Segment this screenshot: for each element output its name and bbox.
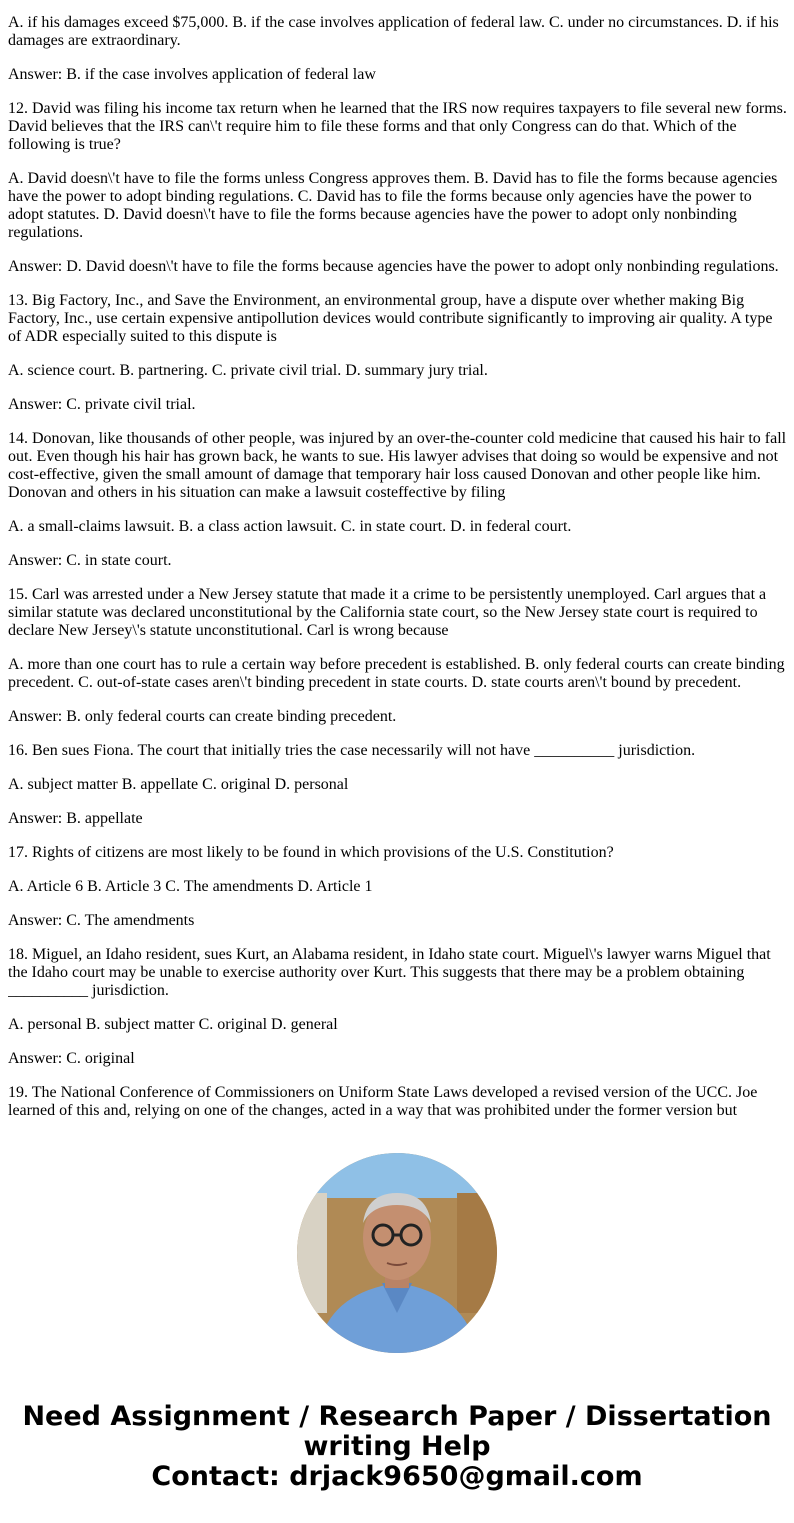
- question-paragraph: A. personal B. subject matter C. original D. general: [8, 1016, 338, 1033]
- answer-paragraph: Answer: B. only federal courts can create binding precedent.: [8, 708, 397, 725]
- author-avatar: [297, 1153, 497, 1353]
- question-paragraph: A. subject matter B. appellate C. original D. personal: [8, 776, 349, 793]
- question-paragraph: 19. The National Conference of Commissioners on Uniform State Laws developed a revised version of the UCC. Joe learned of this and, relying on one of the changes, acted in a way that was prohibited under the former version but: [8, 1084, 758, 1119]
- answer-paragraph: Answer: C. private civil trial.: [8, 396, 196, 413]
- question-paragraph: 14. Donovan, like thousands of other people, was injured by an over-the-counter cold medicine that caused his hair to fall out. Even though his hair has grown back, he wants to sue. His lawyer advises that doing so would be expensive and not cost-effective, given the small amount of damage that temporary hair loss caused Donovan and other people like him. Donovan and others in his situation can make a lawsuit costeffective by filing: [8, 430, 787, 501]
- question-paragraph: 18. Miguel, an Idaho resident, sues Kurt, an Alabama resident, in Idaho state court. Miguel\'s lawyer warns Miguel that the Idaho court may be unable to exercise authority over Kurt. This suggests that there may be a problem obtaining __________ jurisdiction.: [8, 946, 771, 999]
- question-paragraph: A. a small-claims lawsuit. B. a class action lawsuit. C. in state court. D. in federal court.: [8, 518, 572, 535]
- question-paragraph: A. if his damages exceed $75,000. B. if the case involves application of federal law. C. under no circumstances. D. if his damages are extraordinary.: [8, 14, 779, 49]
- answer-paragraph: Answer: C. The amendments: [8, 912, 195, 929]
- answer-paragraph: Answer: C. in state court.: [8, 552, 172, 569]
- answer-paragraph: Answer: B. if the case involves application of federal law: [8, 66, 376, 83]
- answer-paragraph: Answer: D. David doesn\'t have to file the forms because agencies have the power to adopt only nonbinding regulations.: [8, 258, 779, 275]
- question-paragraph: 12. David was filing his income tax return when he learned that the IRS now requires taxpayers to file several new forms. David believes that the IRS can\'t require him to file these forms and that only Congress can do that. Which of the following is true?: [8, 100, 787, 153]
- question-paragraph: A. science court. B. partnering. C. private civil trial. D. summary jury trial.: [8, 362, 488, 379]
- footer-contact-email: Contact: drjack9650@gmail.com: [151, 1461, 643, 1492]
- avatar-photo: [297, 1153, 497, 1353]
- question-paragraph: A. more than one court has to rule a certain way before precedent is established. B. only federal courts can create binding precedent. C. out-of-state cases aren\'t binding precedent in state courts. D. state courts aren\'t bound by precedent.: [8, 656, 785, 691]
- answer-paragraph: Answer: C. original: [8, 1050, 135, 1067]
- footer-help-text: Need Assignment / Research Paper / Dissertation writing Help: [22, 1401, 772, 1462]
- document-body: [8, 0, 788, 1122]
- footer-contact: [0, 1402, 794, 1492]
- question-paragraph: 15. Carl was arrested under a New Jersey statute that made it a crime to be persistently unemployed. Carl argues that a similar statute was declared unconstitutional by the California state court, so the New Jersey state court is required to declare New Jersey\'s statute unconstitutional. Carl is wrong because: [8, 586, 767, 639]
- question-paragraph: 17. Rights of citizens are most likely to be found in which provisions of the U.S. Constitution?: [8, 844, 614, 861]
- question-paragraph: A. Article 6 B. Article 3 C. The amendments D. Article 1: [8, 878, 373, 895]
- answer-paragraph: Answer: B. appellate: [8, 810, 143, 827]
- question-paragraph: A. David doesn\'t have to file the forms unless Congress approves them. B. David has to file the forms because agencies have the power to adopt binding regulations. C. David has to file the forms because only agencies have the power to adopt statutes. D. David doesn\'t have to file the forms because agencies have the power to adopt only nonbinding regulations.: [8, 170, 778, 241]
- question-paragraph: 13. Big Factory, Inc., and Save the Environment, an environmental group, have a dispute over whether making Big Factory, Inc., use certain expensive antipollution devices would contribute significantly to improving air quality. A type of ADR especially suited to this dispute is: [8, 292, 773, 345]
- question-paragraph: 16. Ben sues Fiona. The court that initially tries the case necessarily will not have __________ jurisdiction.: [8, 742, 696, 759]
